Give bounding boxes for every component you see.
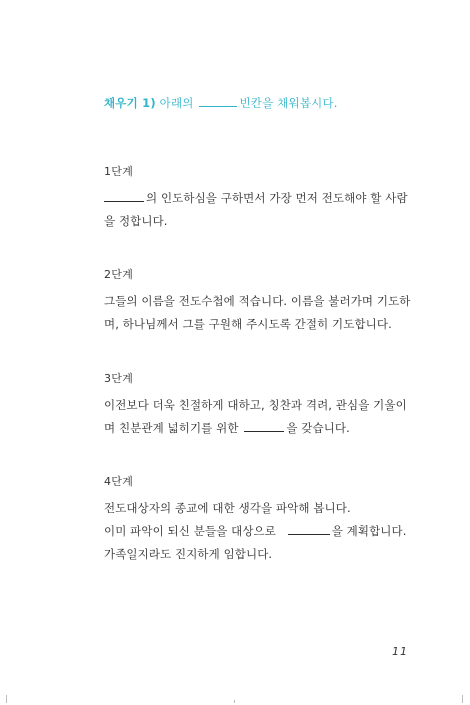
step-line xyxy=(104,290,409,313)
instruction-blank xyxy=(199,95,237,107)
step-line xyxy=(104,313,409,336)
line-text: 이미 파악이 되신 분들을 대상으로 xyxy=(104,524,276,538)
line-text: 며 친분관계 넓히기를 위한 xyxy=(104,421,239,435)
line-text: 그들의 이름을 전도수첩에 적습니다. 이름을 불러가며 기도하 xyxy=(104,294,411,308)
crop-mark xyxy=(462,695,463,703)
step-title: 3단계 xyxy=(104,372,134,385)
step-line xyxy=(104,520,409,543)
step-title: 4단계 xyxy=(104,475,134,488)
step-line xyxy=(104,497,409,520)
fill-blank[interactable] xyxy=(104,189,144,202)
step-line xyxy=(104,394,409,417)
line-text: 며, 하나님께서 그를 구원해 주시도록 간절히 기도합니다. xyxy=(104,317,392,331)
line-text: 의 인도하심을 구하면서 가장 먼저 전도해야 할 사람 xyxy=(146,191,408,205)
step-line xyxy=(104,187,409,210)
step-3 xyxy=(104,370,409,440)
line-text: 을 갖습니다. xyxy=(286,421,350,435)
step-title: 1단계 xyxy=(104,165,134,178)
fill-blank[interactable] xyxy=(244,419,284,432)
step-line xyxy=(104,543,409,566)
crop-mark xyxy=(6,695,7,703)
line-text: 이전보다 더욱 친절하게 대하고, 칭찬과 격려, 관심을 기울이 xyxy=(104,398,407,412)
fill-blank[interactable] xyxy=(288,522,330,535)
fill-in-instruction xyxy=(104,95,338,111)
line-text: 가족일지라도 진지하게 임합니다. xyxy=(104,547,273,561)
line-text: 을 계획합니다. xyxy=(331,524,407,538)
crop-mark xyxy=(234,700,235,703)
step-2 xyxy=(104,266,409,336)
line-text: 을 정합니다. xyxy=(104,214,168,228)
instruction-prefix: 채우기 1) xyxy=(104,96,156,110)
step-line xyxy=(104,210,409,233)
step-line xyxy=(104,417,409,440)
instruction-after-blank: 빈칸을 채워봅시다. xyxy=(239,96,338,110)
step-1 xyxy=(104,163,409,233)
instruction-before-blank: 아래의 xyxy=(159,96,194,110)
step-4 xyxy=(104,473,409,566)
step-title: 2단계 xyxy=(104,268,134,281)
page-number: 11 xyxy=(392,645,408,658)
line-text: 전도대상자의 종교에 대한 생각을 파악해 봅니다. xyxy=(104,501,351,515)
